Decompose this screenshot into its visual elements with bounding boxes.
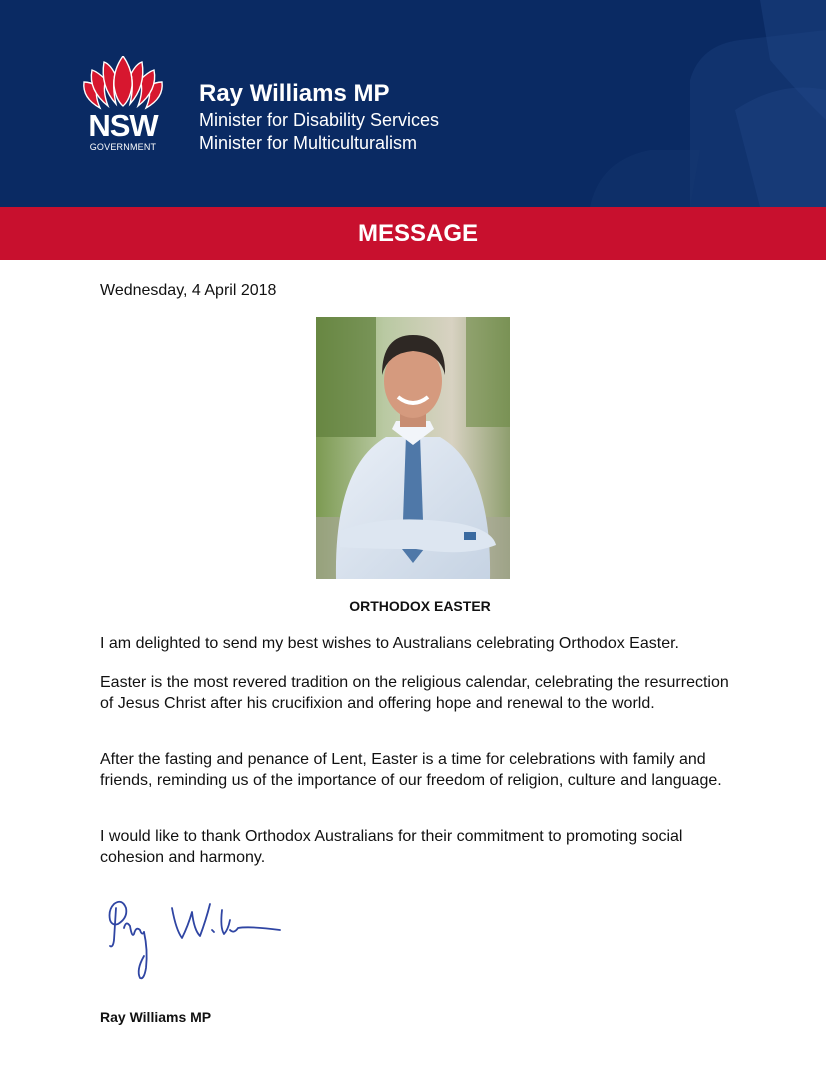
nsw-government-logo (78, 56, 170, 156)
message-paragraph: After the fasting and penance of Lent, Easter is a time for celebrations with family and friends, reminding us of the importance of our freedom of religion, culture and language. (100, 751, 722, 789)
message-subject: ORTHODOX EASTER (349, 598, 491, 614)
logo-wordmark: NSW (88, 108, 158, 143)
minister-name: Ray Williams MP (199, 80, 390, 107)
message-paragraph: I would like to thank Orthodox Australians for their commitment to promoting social cohesion and harmony. (100, 828, 683, 866)
portrait-photo (316, 317, 510, 579)
message-paragraph: Easter is the most revered tradition on the religious calendar, celebrating the resurrection of Jesus Christ after his crucifixion and offering hope and renewal to the world. (100, 674, 729, 712)
message-band (0, 207, 826, 260)
letter-date: Wednesday, 4 April 2018 (100, 282, 277, 299)
logo-subtitle: GOVERNMENT (89, 142, 157, 152)
message-paragraph: I am delighted to send my best wishes to Australians celebrating Orthodox Easter. (100, 635, 679, 652)
waratah-icon (78, 56, 168, 112)
minister-role-multiculturalism: Minister for Multiculturalism (199, 133, 418, 153)
band-title: MESSAGE (357, 220, 479, 247)
handwritten-signature (100, 890, 285, 990)
signoff-name: Ray Williams MP (100, 1009, 212, 1025)
minister-role-disability: Minister for Disability Services (199, 110, 440, 130)
letterhead-header (0, 0, 826, 207)
